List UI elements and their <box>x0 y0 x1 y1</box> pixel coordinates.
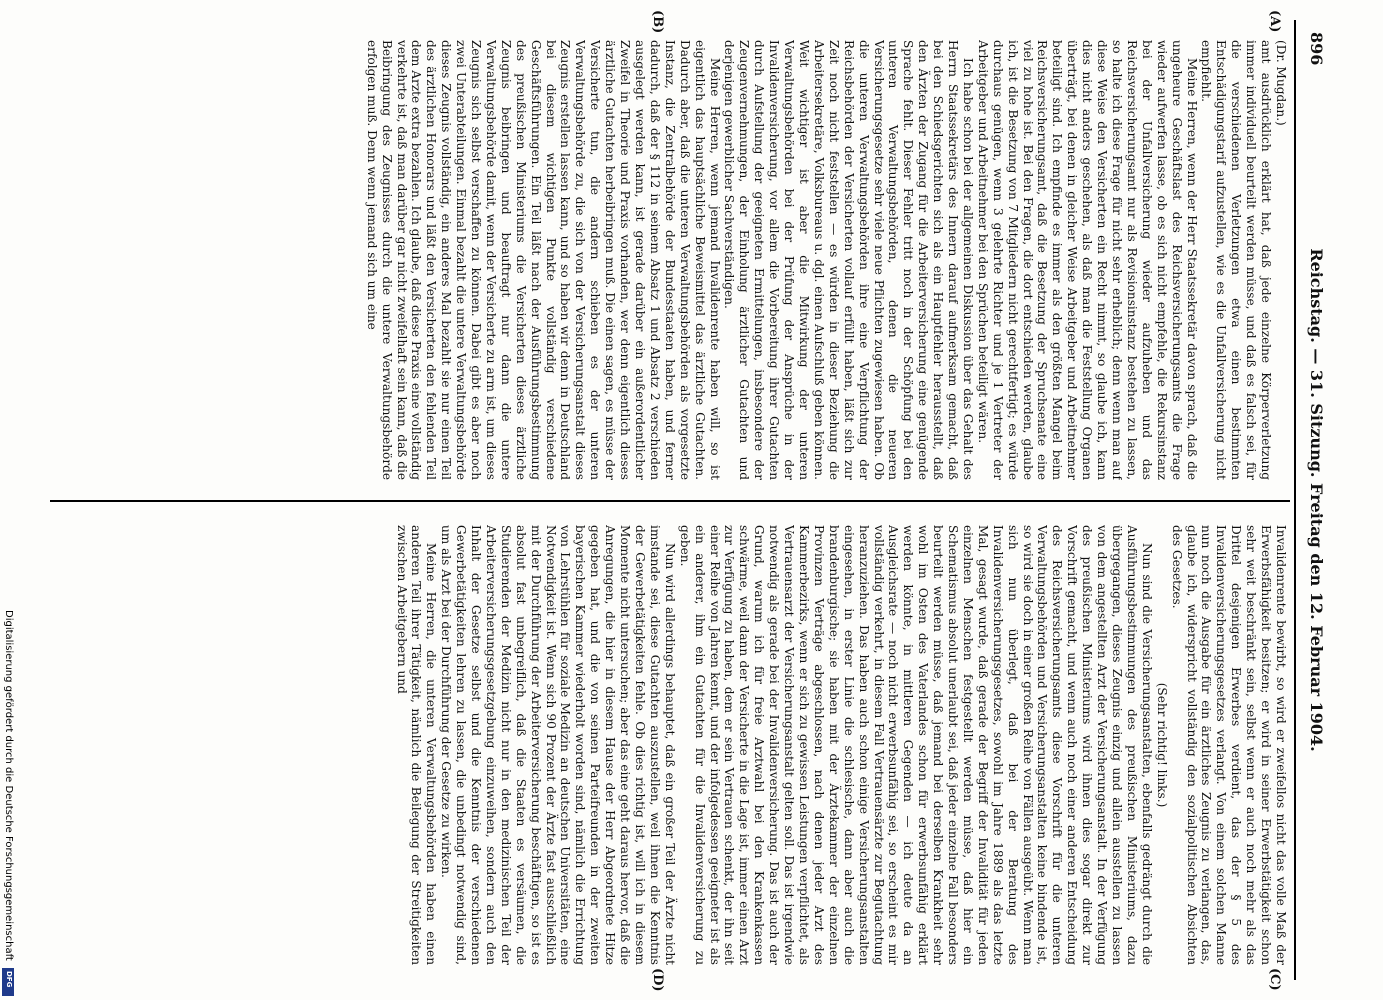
paragraph: Meine Herren, wenn der Herr Staatssekretär davon sprach, daß die ungeheure Geschäftslast des Reichsversicherungsamts die Frage wieder aufwerfen lasse, ob es sich nicht empfehle, die Rekursinstanz bei der Unfallversicherung wieder aufzuheben und das Reichsversicherungsamt nur als Revisionsinstanz bestehen zu lassen, so halte ich diese Frage für nicht sehr erheblich; denn wenn man auf diese Weise den Versicherten ein Recht nimmt, so glaube ich, kann dies nicht anders geschehen, als daß man die Feststellung Organen überträgt, bei denen in gleicher Weise Arbeitgeber und Arbeitnehmer beteiligt sind. Ich empfinde es immer als den größten Mangel beim Reichsversicherungsamt, daß die Besetzung der Spruchsenate eine viel zu hohe ist. Bei den Fragen, die dort entschieden werden, glaube ich, ist die Besetzung von 7 Mitgliedern nicht gerechtfertigt; es würde durchaus genügen, wenn 3 gelehrte Richter und je 1 Vertreter der Arbeitgeber und Arbeitnehmer bei den Sprüchen beteiligt wären. <box>975 40 1199 480</box>
paragraph: Meine Herren, die unteren Verwaltungsbehörden haben einen anderen Teil ihrer Tätigkeit, nämlich die Beilegung der Streitigkeiten zwischen Arbeitgebern und <box>394 525 439 965</box>
dfg-logo-text: DFG <box>5 971 13 988</box>
rotated-page-content <box>20 0 1340 1000</box>
paragraph: Ich habe schon bei der allgemeinen Diskussion über das Gehalt des Herrn Staatssekretärs des Innern darauf aufmerksam gemacht, daß bei den Schiedsgerichten sich als ein Hauptfehler herausstellt, daß den Ärzten der Zugang für die Arbeiterversicherung eine genügende Sprache fehlt. Dieser Fehler tritt noch in der Schöpfung bei den unteren Verwaltungsbehörden, denen die neueren Versicherungsgesetze sehr viele neue Pflichten zugewiesen haben. Ob die unteren Verwaltungsbehörden ihre eine Verpflichtung der Reichsbehörden der Versicherten vollauf erfüllt haben, läßt sich zur Zeit noch nicht feststellen — es würden in dieser Beziehung die Arbeitersekretäre, Volksbureaus u. dgl. einen Aufschluß geben können. Weit wichtiger ist aber die Mitwirkung der unteren Verwaltungsbehörden bei der Prüfung der Ansprüche in der Invalidenversicherung, vor allem die Vorbereitung ihrer Gutachten durch Aufstellung der geeigneten Ermittelungen, insbesondere der Zeugenvernehmungen, der Einholung ärztlicher Gutachten und derjenigen gewerblicher Sachverständigen. <box>722 40 975 480</box>
paragraph: Invalidenrente bewirbt, so wird er zweifellos nicht das volle Maß der Erwerbsfähigkeit besitzen; er wird in seiner Erwerbstätigkeit schon sehr weit beschränkt sein, selbst wenn er auch noch mehr als das Drittel desjenigen Erwerbes verdient, das der § 5 des Invalidenversicherungsgesetzes verlangt. Von einem solchen Manne nun noch die Ausgabe für ein ärztliches Zeugnis zu verlangen, das, glaube ich, widerspricht vollständig den sozialpolitischen Absichten des Gesetzes. <box>1169 525 1288 965</box>
page-title: Reichstag. — 31. Sitzung. Freitag den 12. Februar 1904. <box>1307 248 1326 752</box>
page-header <box>1304 20 1326 980</box>
paragraph: Nun sind die Versicherungsanstalten, ebenfalls gedrängt durch die Ausführungsbestimmungen des preußischen Ministeriums, dazu übergegangen, dieses Zeugnis einzig und allein ausstellen zu lassen von dem angestellten Arzt der Versicherungsanstalt. In der Verfügung des preußischen Ministeriums wird ihnen dies sogar direkt zur Vorschrift gemacht, und wenn auch noch einer anderen Entscheidung des Reichsversicherungsamts diese Vorschrift für die unteren Verwaltungsbehörden und Versicherungsanstalten keine bindende ist, so wird sie doch in einer großen Reihe von Fällen ausgeübt. Wenn man sich nun überlegt, daß bei der Beratung des Invalidenversicherungsgesetzes, sowohl im Jahre 1889 als das letzte Mal, gesagt wurde, daß gerade der Begriff der Invalidität für jeden einzelnen Menschen festgestellt werden müsse, daß hier ein Schematismus absolut unerlaubt sei, daß jeder einzelne Fall besonders beurteilt werden müsse, daß jemand bei derselben Krankheit sehr wohl im Osten des Vaterlandes schon für erwerbsunfähig erklärt werden könnte, in mittleren Gegenden — ich deute da an Ausgleichsrate — noch nicht erwerbsunfähig sei, so erscheint es mir vollständig verkehrt, in diesem Fall Vertrauensärzte zur Begutachtung heranzuziehen. Das haben auch schon einige Versicherungsanstalten eingesehen, in erster Linie die schlesische, dann aber auch die brandenburgische; sie haben mit der Ärztekammer der einzelnen Provinzen Verträge abgeschlossen, nach denen jeder Arzt des Kammerbezirks, wenn er sich zu gewissen Leistungen verpflichtet, als Vertrauensarzt der Versicherungsanstalt gelten soll. Das ist irgendwie notwendig als gerade bei der Invalidenversicherung. Das ist auch der Grund, warum ich für freie Arztwahl bei den Krankenkassen schwärme, weil dann der Versicherte in die Lage ist, immer einen Arzt zur Verfügung zu haben, dem er sein Vertrauen schenkt, der ihn seit einer Reihe von Jahren kennt, und der infolgedessen geeigneter ist als ein anderer, ihm ein Gutachten für die Invalidenversicherung zu geben. <box>677 525 1154 965</box>
speaker-label: (Dr. Mugdan.) <box>1274 40 1288 126</box>
header-rule <box>1294 20 1296 980</box>
margin-mark-b: (B) <box>650 10 665 34</box>
margin-mark-a: (A) <box>1267 10 1282 33</box>
footer-strip <box>0 0 16 1000</box>
page-number: 896 <box>1307 32 1326 66</box>
paragraph: amt ausdrücklich erklärt hat, daß jede einzelne Körperverletzung immer individuell beurteilt werden müsse, und daß es falsch sei, für die verschiedenen Verletzungen etwa einen bestimmten Entschädigungstarif aufzustellen, wie es die Unfallversicherung nicht empfiehlt. <box>1199 40 1274 480</box>
paragraph: Nun wird allerdings behauptet, daß ein großer Teil der Ärzte nicht imstande sei, diese Gutachten auszustellen, weil ihnen die Kenntnis der Gewerbetätigkeiten fehle. Ob dies richtig ist, will ich in diesem Momente nicht untersuchen; aber das eine geht daraus hervor, daß die Anregungen, die hier in diesem Hause der Herr Abgeordnete Hitze gegeben hat, und die von seinen Parteifreunden in der zweiten bayerischen Kammer wiederholt worden sind, nämlich die Errichtung von Lehrstühlen für soziale Medizin an deutschen Universitäten, eine Notwendigkeit ist. Wenn sich 90 Prozent der Ärzte fast ausschließlich mit der Durchführung der Arbeiterversicherung beschäftigen, so ist es absolut fast unbegreiflich, daß die Staaten es versäumen, die Studierenden der Medizin nicht nur in den medizinischen Teil der Arbeiterversicherungsgesetzgebung einzuweihen, sondern auch den Inhalt der Gesetze selbst und die Kenntnis der verschiedenen Gewerbetätigkeiten lehren zu lassen, die unbedingt notwendig sind, um als Arzt bei der Durchführung der Gesetze zu wirken. <box>439 525 677 965</box>
margin-mark-c: (C) <box>1267 968 1282 991</box>
margin-mark-d: (D) <box>650 968 665 992</box>
footer-credit: Digitalisierung gefördert durch die Deutsche Forschungsgemeinschaft <box>3 610 14 961</box>
left-column <box>50 40 1288 480</box>
applause-note: (Sehr richtig! links.) <box>1154 682 1169 808</box>
column-divider <box>50 500 1290 502</box>
paragraph: Meine Herren, wenn jemand Invalidenrente haben will, so ist eigentlich das hauptsächliche Beweismittel das ärztliche Gutachten. Dadurch aber, daß die unteren Verwaltungsbehörden als vorgesetzte Instanz, die Zentralbehörde der Bundesstaaten haben, und ferner dadurch, daß der § 112 in seinem Absatz 1 und Absatz 2 verschieden ausgelegt werden kann, ist gerade darüber ein außerordentlicher Zweifel in Theorie und Praxis vorhanden, wer denn eigentlich dieses ärztliche Gutachten herbeibringen muß. Die einen sagen, es müsse der Versicherte tun, die andern schieben es der unteren Verwaltungsbehörde zu, die sich von der Versicherungsanstalt dieses Zeugnis erstellen lassen kann, und so haben wir denn in Deutschland bei diesem wichtigen Punkte vollständig verschiedene Geschäftsführungen. Ein Teil läßt nach der Ausführungsbestimmung des preußischen Ministeriums die Versicherten dieses ärztliche Zeugnis beibringen und beauftragt nur dann die untere Verwaltungsbehörde damit, wenn der Versicherte zu arm ist, um dieses Zeugnis sich selbst verschaffen zu können. Dabei gibt es aber noch zwei Unterabteilungen. Einmal bezahlt die untere Verwaltungsbehörde dieses Zeugnis vollständig, ein anderes Mal bezahlt sie nur einen Teil des ärztlichen Honorars und läßt den Versicherten den fehlenden Teil dem Arzte extra bezahlen. Ich glaube, daß diese Praxis eine vollständig verkehrte ist, daß man darüber gar nicht zweifelhaft sein kann, daß die Beibringung des Zeugnisses durch die untere Verwaltungsbehörde erfolgen muß. Denn wenn jemand sich um eine <box>364 40 722 480</box>
dfg-logo <box>2 968 14 996</box>
right-column <box>50 525 1288 965</box>
